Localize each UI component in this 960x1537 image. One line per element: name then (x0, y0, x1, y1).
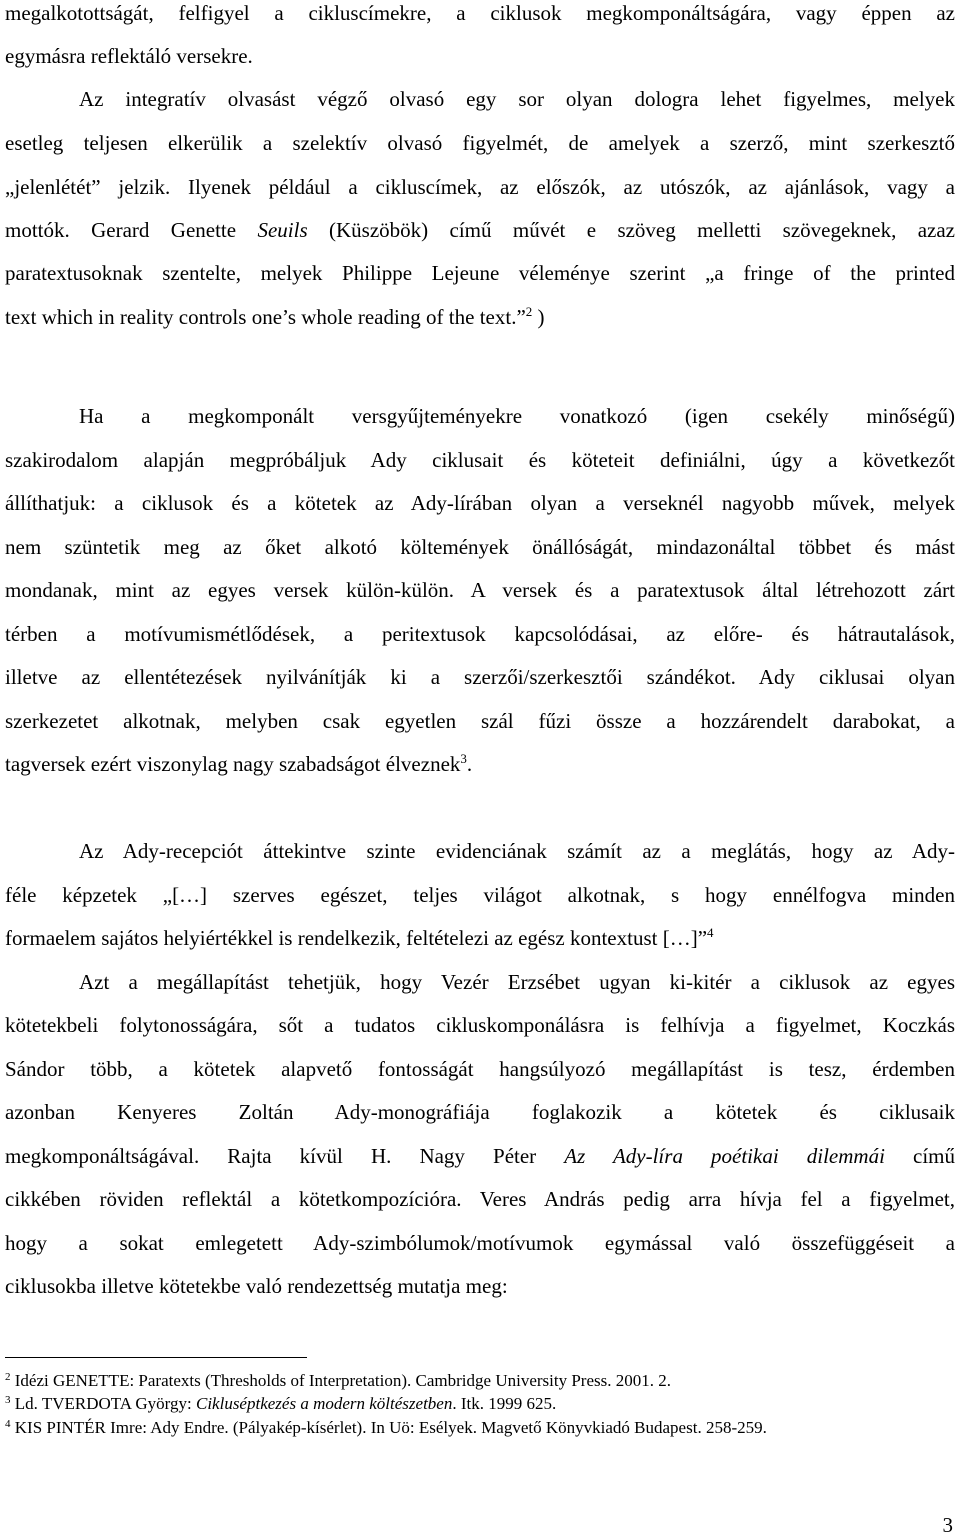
footnote-text: Idézi GENETTE: Paratexts (Thresholds of Interpretation). Cambridge University Press. 2001. 2. (14, 1371, 671, 1390)
text-line (5, 1144, 955, 1168)
text-line: ciklusokba illetve kötetekbe való rendezettség mutatja meg: (5, 1274, 508, 1298)
text-line (5, 926, 955, 950)
text-line: esetleg teljesen elkerülik a szelektív olvasó figyelmét, de amelyek a szerző, mint szerkesztő (5, 131, 955, 155)
footnote (5, 1371, 955, 1391)
text-run: . (466, 752, 473, 776)
footnote-text: KIS PINTÉR Imre: Ady Endre. (Pályakép-kísérlet). In Uö: Esélyek. Magvető Könyvkiadó Budapest. 258-259. (14, 1418, 767, 1437)
text-line: „jelenlétét” jelzik. Ilyenek például a cikluscímek, az előszók, az utószók, az ajánlások, vagy a (5, 175, 955, 199)
text-line: szakirodalom alapján megpróbáljuk Ady ciklusait és köteteit definiálni, úgy a következőt (5, 448, 955, 472)
text-line: állíthatjuk: a ciklusok és a kötetek az Ady-lírában olyan a verseknél nagyobb művek, melyek (5, 491, 955, 515)
text-run: mottók. Gerard Genette (5, 218, 258, 242)
page-number: 3 (942, 1513, 953, 1537)
footnote (5, 1394, 955, 1414)
footnote (5, 1418, 955, 1438)
footnote-ref: 2 (525, 304, 533, 319)
text-line: térben a motívumismétlődések, a peritextusok kapcsolódásai, az előre- és hátrautalások, (5, 622, 955, 646)
footnote-number: 2 (5, 1371, 11, 1383)
footnote-text: . Itk. 1999 625. (452, 1394, 557, 1413)
work-title: Az Ady-líra poétikai dilemmái (564, 1144, 885, 1168)
text-run: ) (532, 305, 545, 329)
text-line: megalkotottságát, felfigyel a cikluscímekre, a ciklusok megkomponáltságára, vagy éppen az (5, 1, 955, 25)
text-line: cikkében röviden reflektál a kötetkompozícióra. Veres András pedig arra hívja fel a figyelmet, (5, 1187, 955, 1211)
footnote-text: Ld. TVERDOTA György: (14, 1394, 196, 1413)
text-run: (Küszöbök) című művét e szöveg melletti szövegeknek, azaz (307, 218, 956, 242)
text-run: text which in reality controls one’s whole reading of the text.” (5, 305, 526, 329)
footnote-separator (5, 1357, 307, 1358)
text-run: formaelem sajátos helyiértékkel is rendelkezik, feltételezi az egész kontextust […]” (5, 926, 708, 950)
text-line: Az Ady-recepciót áttekintve szinte evidenciának számít az a meglátás, hogy az Ady- (79, 839, 955, 863)
work-title: Seuils (257, 218, 308, 242)
text-line: féle képzetek „[…] szerves egészet, teljes világot alkotnak, s hogy ennélfogva minden (5, 883, 955, 907)
text-line: Ha a megkomponált versgyűjteményekre vonatkozó (igen csekély minőségű) (79, 404, 955, 428)
text-line: azonban Kenyeres Zoltán Ady-monográfiája foglakozik a kötetek és ciklusaik (5, 1100, 955, 1124)
text-line (5, 218, 955, 242)
text-line: Az integratív olvasást végző olvasó egy sor olyan dologra lehet figyelmes, melyek (79, 87, 955, 111)
text-line: illetve az ellentétezések nyilvánítják ki a szerzői/szerkesztői szándékot. Ady ciklusai olyan (5, 665, 955, 689)
text-line: mondanak, mint az egyes versek külön-külön. A versek és a paratextusok által létrehozott zárt (5, 578, 955, 602)
text-line: paratextusoknak szentelte, melyek Philippe Lejeune véleménye szerint „a fringe of the printed (5, 261, 955, 285)
work-title: Cikluséptkezés a modern költészetben (195, 1394, 453, 1413)
text-line: nem szüntetik meg az őket alkotó költemények önállóságát, mindazonáltal többet és mást (5, 535, 955, 559)
text-run: megkomponáltságával. Rajta kívül H. Nagy Péter (5, 1144, 565, 1168)
footnote-ref: 4 (707, 925, 714, 940)
text-line: hogy a sokat emlegetett Ady-szimbólumok/motívumok egymással való összefüggéseit a (5, 1231, 955, 1255)
text-line: Azt a megállapítást tehetjük, hogy Vezér Erzsébet ugyan ki-kitér a ciklusok az egyes (79, 970, 955, 994)
text-line (5, 305, 955, 329)
text-line: szerkezetet alkotnak, melyben csak egyetlen szál fűzi össze a hozzárendelt darabokat, a (5, 709, 955, 733)
text-line (5, 752, 955, 776)
text-line: Sándor több, a kötetek alapvető fontosságát hangsúlyozó megállapítást is tesz, érdemben (5, 1057, 955, 1081)
footnote-ref: 3 (460, 751, 467, 766)
text-run: című (884, 1144, 955, 1168)
text-line: egymásra reflektáló versekre. (5, 44, 253, 68)
text-run: tagversek ezért viszonylag nagy szabadságot élveznek (5, 752, 461, 776)
footnote-number: 4 (5, 1418, 11, 1430)
text-line: kötetekbeli folytonosságára, sőt a tudatos cikluskomponálásra is felhívja a figyelmet, Koczkás (5, 1013, 955, 1037)
footnote-number: 3 (5, 1394, 11, 1406)
